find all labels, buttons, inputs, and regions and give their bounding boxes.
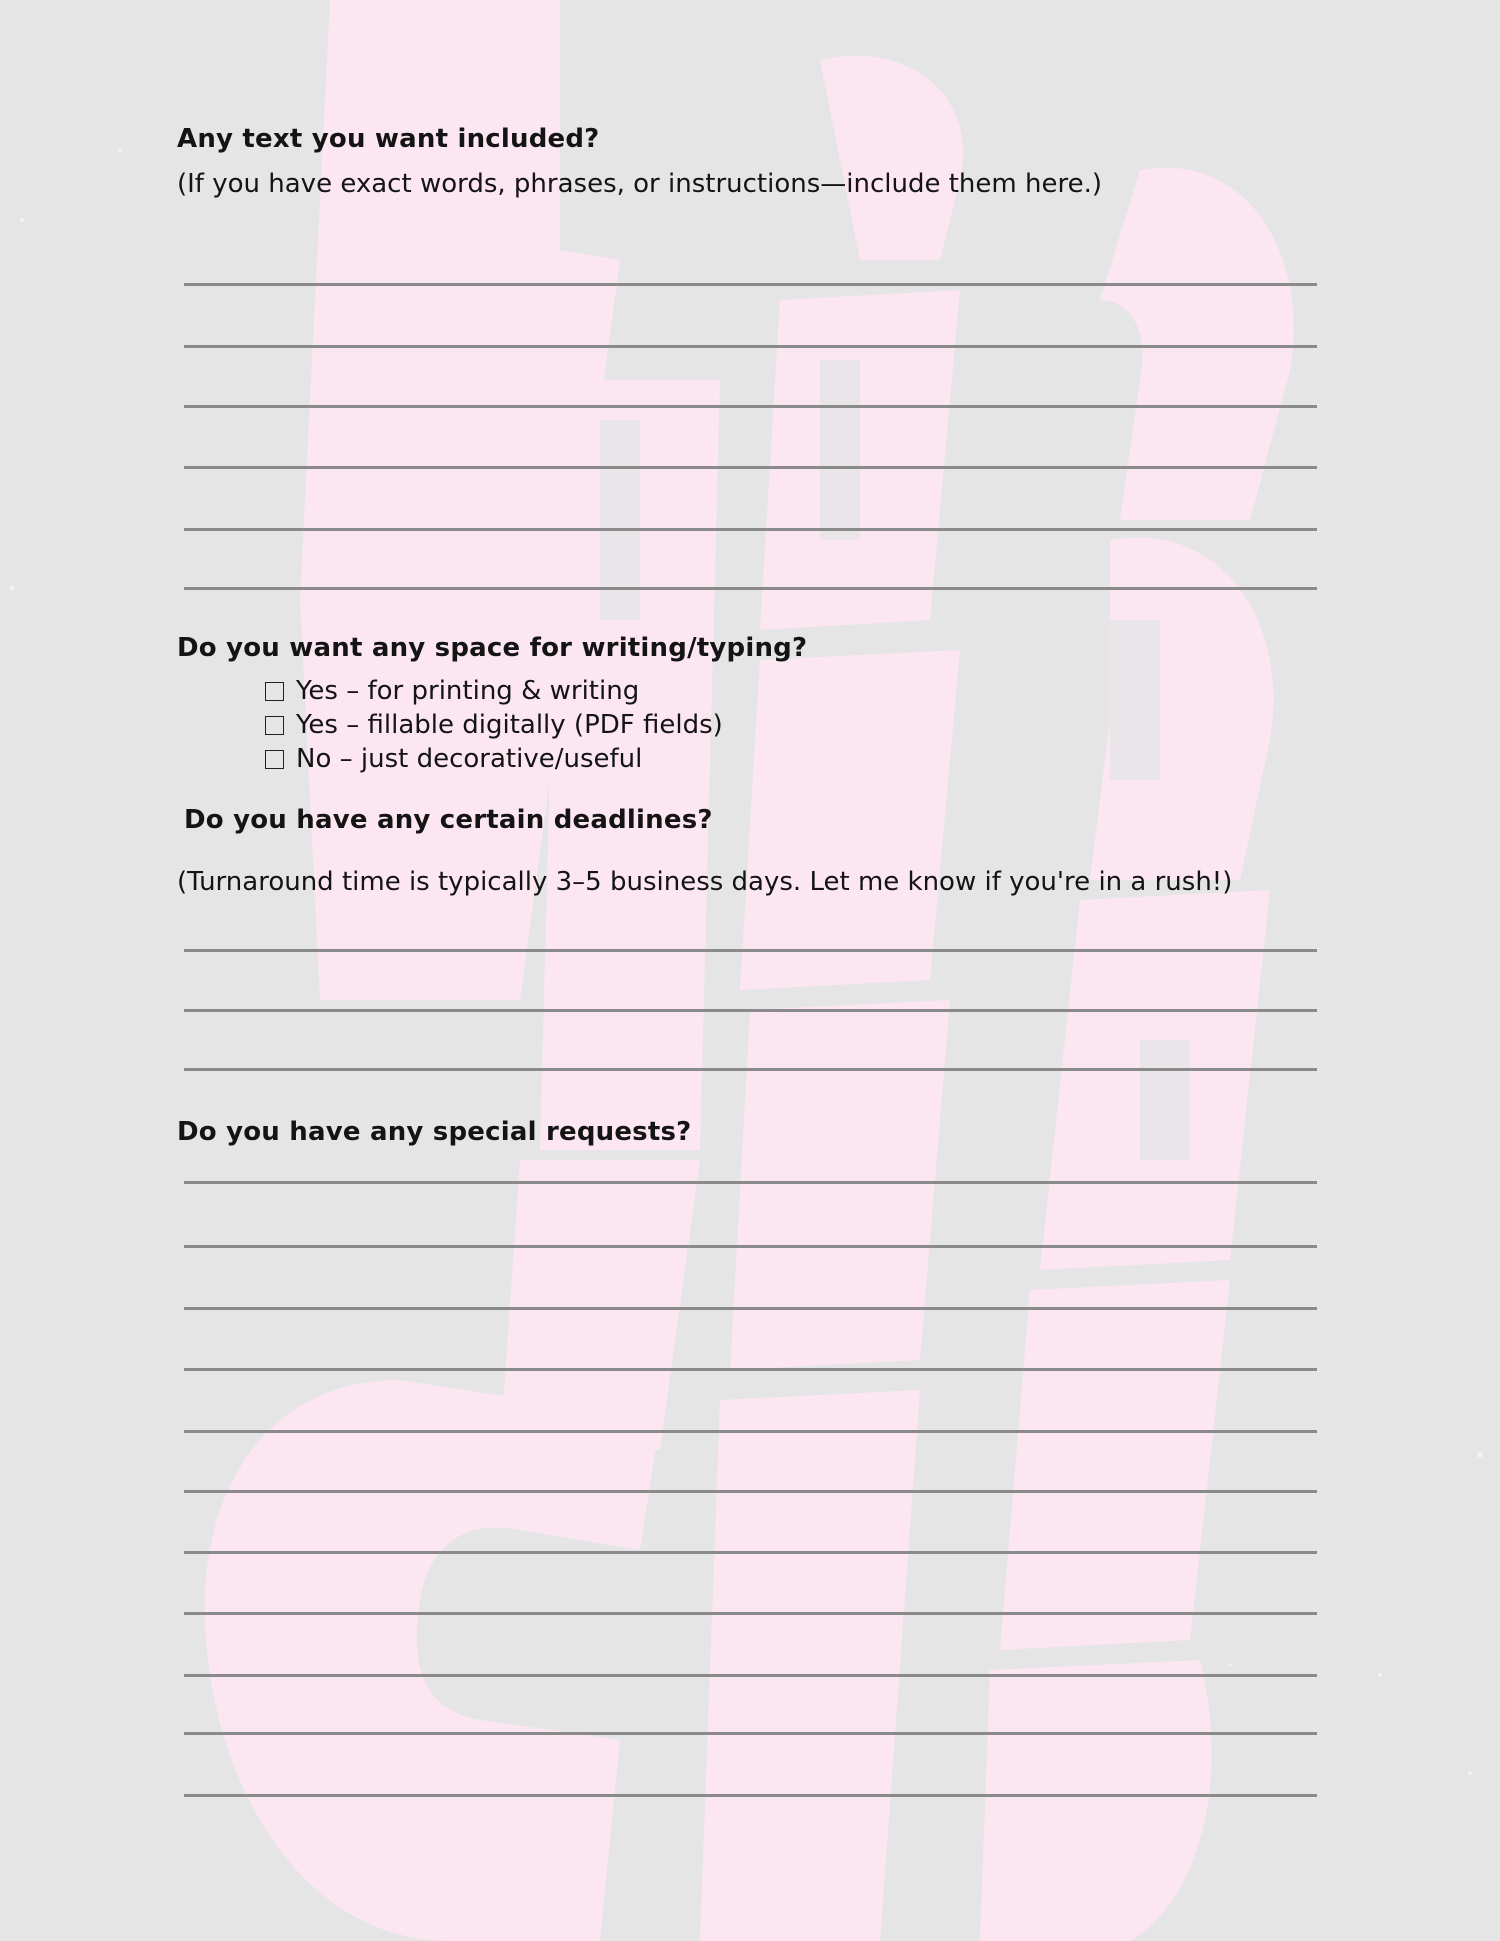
checkbox-icon[interactable] xyxy=(265,682,284,701)
text-line-6[interactable] xyxy=(184,587,1317,590)
request-line-6[interactable] xyxy=(184,1490,1317,1493)
option-label: Yes – for printing & writing xyxy=(296,676,640,706)
space-section-heading: Do you want any space for writing/typing? xyxy=(177,633,808,663)
text-line-5[interactable] xyxy=(184,528,1317,531)
text-line-4[interactable] xyxy=(184,466,1317,469)
text-line-1[interactable] xyxy=(184,283,1317,286)
request-line-7[interactable] xyxy=(184,1551,1317,1554)
option-print-write[interactable] xyxy=(265,674,723,708)
request-line-10[interactable] xyxy=(184,1732,1317,1735)
text-line-2[interactable] xyxy=(184,345,1317,348)
request-line-8[interactable] xyxy=(184,1612,1317,1615)
request-line-5[interactable] xyxy=(184,1430,1317,1433)
checkbox-icon[interactable] xyxy=(265,750,284,769)
request-line-11[interactable] xyxy=(184,1794,1317,1797)
option-fillable-digital[interactable] xyxy=(265,708,723,742)
deadlines-section-subtext: (Turnaround time is typically 3–5 business days. Let me know if you're in a rush!) xyxy=(177,867,1233,897)
deadline-line-2[interactable] xyxy=(184,1009,1317,1012)
space-options-list xyxy=(265,674,723,776)
text-section-subtext: (If you have exact words, phrases, or instructions—include them here.) xyxy=(177,169,1102,199)
option-label: Yes – fillable digitally (PDF fields) xyxy=(296,710,723,740)
text-line-3[interactable] xyxy=(184,405,1317,408)
deadline-line-3[interactable] xyxy=(184,1068,1317,1071)
checkbox-icon[interactable] xyxy=(265,716,284,735)
request-line-4[interactable] xyxy=(184,1368,1317,1371)
deadline-line-1[interactable] xyxy=(184,949,1317,952)
request-line-1[interactable] xyxy=(184,1181,1317,1184)
text-section-heading: Any text you want included? xyxy=(177,124,600,154)
deadlines-section-heading: Do you have any certain deadlines? xyxy=(184,805,713,835)
request-line-2[interactable] xyxy=(184,1245,1317,1248)
option-label: No – just decorative/useful xyxy=(296,744,643,774)
requests-section-heading: Do you have any special requests? xyxy=(177,1117,692,1147)
request-line-9[interactable] xyxy=(184,1674,1317,1677)
option-decorative[interactable] xyxy=(265,742,723,776)
request-line-3[interactable] xyxy=(184,1307,1317,1310)
